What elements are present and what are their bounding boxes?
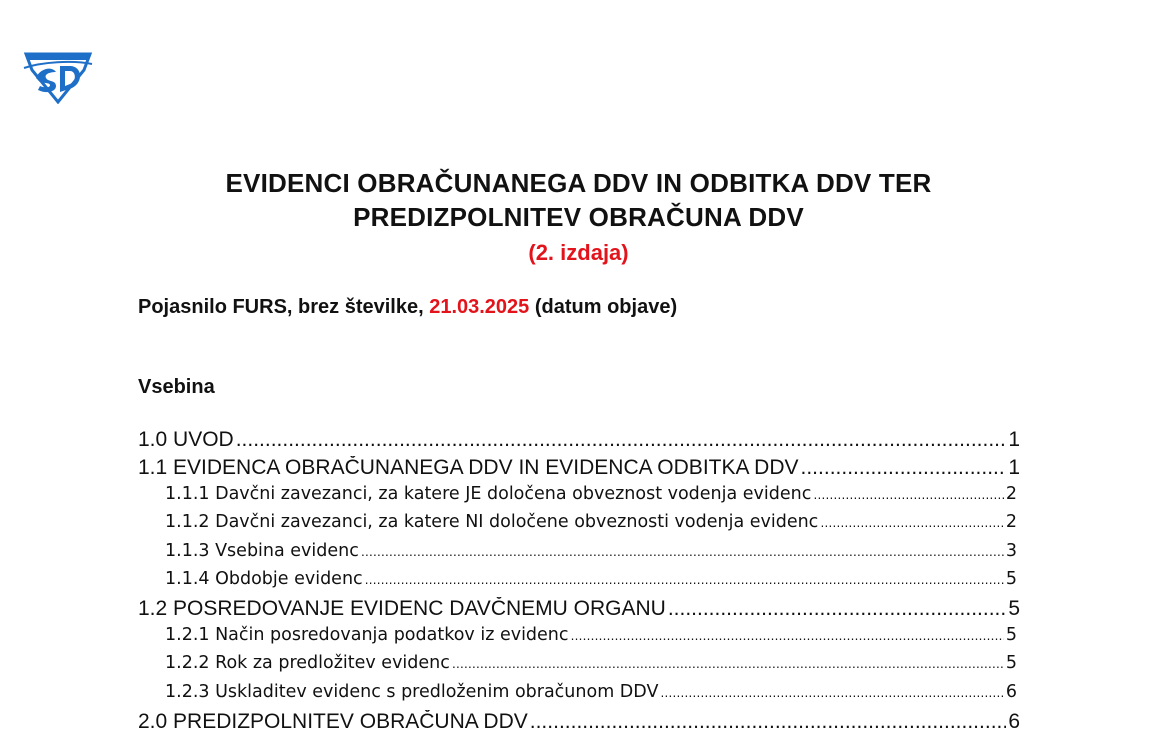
- toc-page-number: 1: [1008, 456, 1020, 479]
- source-suffix: (datum objave): [529, 296, 678, 318]
- document-title-line-2: PREDIZPOLNITEV OBRAČUNA DDV: [353, 202, 804, 232]
- toc-entry-text: 1.2.1 Način posredovanja podatkov iz evidenc: [165, 625, 569, 646]
- toc-page-number: 1: [1008, 428, 1020, 451]
- toc-entry-text: 1.1.2 Davčni zavezanci, za katere NI določene obveznosti vodenja evidenc: [165, 512, 819, 533]
- toc-page-number: 3: [1005, 540, 1017, 561]
- toc-page-number: 5: [1005, 653, 1017, 674]
- toc-entry-text: 1.2 POSREDOVANJE EVIDENC DAVČNEMU ORGANU: [138, 597, 666, 621]
- toc-entry[interactable]: [138, 428, 1020, 456]
- toc-leader: [813, 484, 1003, 504]
- toc-entry[interactable]: [138, 569, 1020, 597]
- toc-leader: [530, 710, 1007, 734]
- toc-page-number: 6: [1005, 681, 1017, 702]
- toc-entry-text: 1.1.4 Obdobje evidenc: [165, 568, 363, 589]
- edition-label: (2. izdaja): [528, 240, 629, 265]
- toc-leader: [668, 597, 1006, 621]
- toc-entry[interactable]: [138, 484, 1020, 512]
- toc-entry[interactable]: [138, 597, 1020, 625]
- toc-entry-text: 2.0 PREDIZPOLNITEV OBRAČUNA DDV: [138, 710, 528, 734]
- toc-entry[interactable]: [138, 512, 1020, 540]
- toc-entry-text: 1.0 UVOD: [138, 428, 234, 451]
- toc-entry-text: 1.2.2 Rok za predložitev evidenc: [165, 653, 450, 674]
- toc-entry[interactable]: [138, 653, 1020, 681]
- toc-page-number: 5: [1005, 568, 1017, 589]
- toc-leader: [820, 512, 1004, 532]
- toc-page-number: 5: [1005, 625, 1017, 646]
- toc-entry-text: 1.1.1 Davčni zavezanci, za katere JE določena obveznost vodenja evidenc: [165, 484, 812, 504]
- toc-entry[interactable]: [138, 710, 1020, 738]
- toc-page-number: 5: [1008, 597, 1020, 621]
- toc-page-number: 2: [1005, 484, 1017, 504]
- toc-leader: [361, 541, 1004, 561]
- toc-leader: [660, 682, 1003, 702]
- toc-leader: [236, 428, 1007, 452]
- toc-leader: [452, 653, 1004, 673]
- toc-entry[interactable]: [138, 456, 1020, 484]
- toc-leader: [365, 569, 1004, 589]
- publication-date: 21.03.2025: [429, 296, 530, 318]
- sd-logo-icon: [22, 48, 94, 104]
- toc-leader: [801, 456, 1007, 480]
- toc-entry-text: 1.1 EVIDENCA OBRAČUNANEGA DDV IN EVIDENCA ODBITKA DDV: [138, 456, 799, 479]
- contents-heading: Vsebina: [138, 376, 215, 398]
- source-prefix: Pojasnilo FURS, brez številke,: [138, 296, 430, 318]
- toc-entry-text: 1.2.3 Uskladitev evidenc s predloženim obračunom DDV: [165, 681, 659, 702]
- toc-page-number: 2: [1005, 512, 1017, 533]
- toc-leader: [571, 625, 1004, 645]
- toc-page-number: 6: [1008, 710, 1020, 734]
- source-line: [138, 296, 677, 319]
- table-of-contents: [138, 428, 1020, 738]
- toc-entry[interactable]: [138, 682, 1020, 710]
- toc-entry[interactable]: [138, 625, 1020, 653]
- document-title-line-1: EVIDENCI OBRAČUNANEGA DDV IN ODBITKA DDV TER: [225, 168, 932, 198]
- toc-entry[interactable]: [138, 541, 1020, 569]
- toc-entry-text: 1.1.3 Vsebina evidenc: [165, 540, 359, 561]
